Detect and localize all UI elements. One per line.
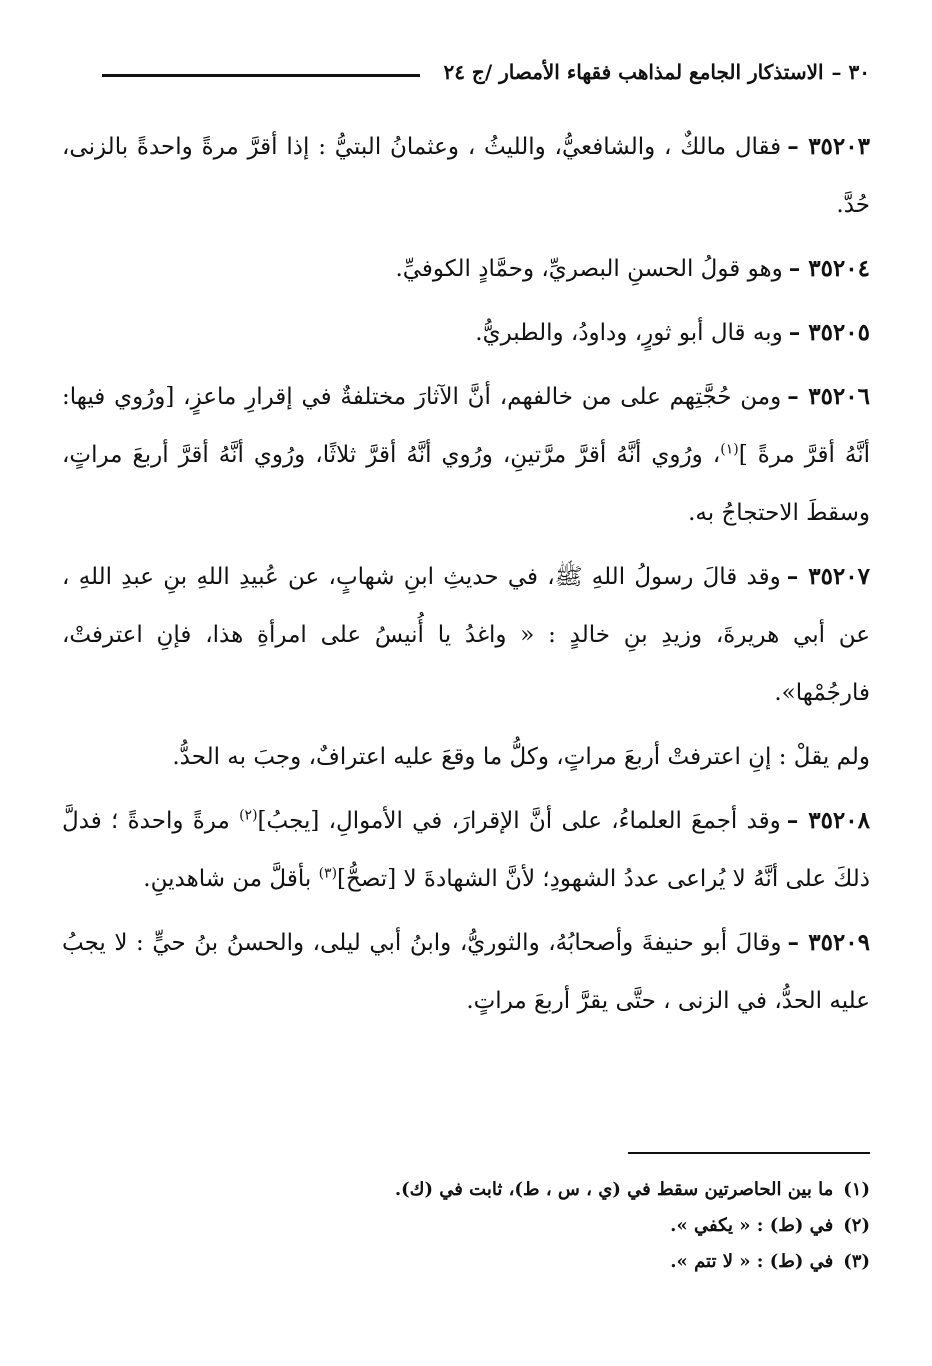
footnote-number: (٢) — [843, 1215, 870, 1236]
paragraph-text: ولم يقلْ : إنِ اعترفتْ أربعَ مراتٍ، وكلُّ ما وقعَ عليه اعترافٌ، وجبَ به الحدُّ. — [172, 744, 870, 770]
footnote-text: في (ط) : « لا تتم ». — [670, 1251, 834, 1272]
running-header — [62, 52, 870, 92]
footnotes — [62, 1172, 870, 1280]
paragraph-number: ٣٥٢٠٥ – — [788, 319, 870, 346]
footnote — [62, 1208, 870, 1244]
paragraph-text: وقد قالَ رسولُ اللهِ ﷺ، في حديثِ ابنِ شهابٍ، عن عُبيدِ اللهِ بنِ عبدِ اللهِ ، عن أبي هريرةَ، وزيدِ بنِ خالدٍ : « واغدُ يا أُنيسُ على امرأةِ هذا، فإنِ اعترفتْ، فارجُمْها». — [62, 564, 870, 706]
footnote — [62, 1172, 870, 1208]
footnote — [62, 1244, 870, 1280]
paragraph — [62, 368, 870, 542]
paragraph-text: فقال مالكٌ ، والشافعيُّ، والليثُ ، وعثمانُ البتيُّ : إذا أقرَّ مرةً واحدةً بالزنى، حُدَّ. — [62, 134, 870, 218]
footnote-ref: (٣) — [318, 865, 338, 882]
paragraph — [62, 304, 870, 362]
footnote-text: ما بين الحاصرتين سقط في (ي ، س ، ط)، ثابت في (ك). — [394, 1179, 834, 1200]
paragraph-text-cont: ، ورُوي أنَّهُ أقرَّ مرَّتينِ، ورُوي أنَّهُ أقرَّ ثلاثًا، ورُوي أنَّهُ أقرَّ أربعَ مراتٍ، وسقطَ الاحتجاجُ به. — [62, 442, 870, 526]
paragraph-number: ٣٥٢٠٦ – — [787, 383, 870, 410]
paragraph — [62, 792, 870, 908]
paragraph-number: ٣٥٢٠٣ – — [787, 133, 870, 160]
paragraph-text: وهو قولُ الحسنِ البصريِّ، وحمَّادٍ الكوفيِّ. — [395, 256, 783, 282]
paragraph — [62, 728, 870, 786]
paragraph — [62, 118, 870, 234]
header-rule — [102, 74, 420, 77]
footnote-ref: (٢) — [239, 807, 258, 824]
footnote-rule — [628, 1152, 870, 1154]
paragraph-text-cont: بأقلَّ من شاهدينِ. — [143, 866, 319, 892]
paragraph-text: وقالَ أبو حنيفةَ وأصحابُهُ، والثوريُّ، وابنُ أبي ليلى، والحسنُ بنُ حيٍّ : لا يجبُ عليه الحدُّ، في الزنى ، حتَّى يقرَّ أربعَ مراتٍ. — [62, 930, 870, 1014]
page-number: ٣٠ – — [831, 60, 870, 84]
paragraph-text: ومن حُجَّتِهم على من خالفهم، أنَّ الآثارَ مختلفةٌ في إقرارِ ماعزٍ، [ورُوي فيها: أنَّهُ أقرَّ مرةً ] — [62, 384, 871, 468]
paragraph-number: ٣٥٢٠٩ – — [787, 929, 870, 956]
paragraph — [62, 914, 870, 1030]
paragraph-text: وبه قال أبو ثورٍ، وداودُ، والطبريُّ. — [475, 320, 783, 346]
paragraph — [62, 548, 870, 722]
footnote-number: (١) — [843, 1179, 870, 1200]
paragraph-number: ٣٥٢٠٧ – — [786, 563, 870, 590]
paragraph-number: ٣٥٢٠٤ – — [788, 255, 870, 282]
main-text — [62, 118, 870, 1036]
paragraph-text-cont: مرةً واحدةً ؛ فدلَّ ذلكَ على أنَّهُ لا يُراعى عددُ الشهودِ؛ لأنَّ الشهادةَ لا [تصحُّ] — [62, 808, 870, 892]
paragraph-number: ٣٥٢٠٨ – — [786, 807, 870, 834]
footnote-text: في (ط) : « يكفي ». — [670, 1215, 834, 1236]
running-title: الاستذكار الجامع لمذاهب فقهاء الأمصار /ج ٢٤ — [443, 60, 824, 84]
paragraph — [62, 240, 870, 298]
footnote-number: (٣) — [843, 1251, 870, 1272]
paragraph-text: وقد أجمعَ العلماءُ، على أنَّ الإقرارَ، في الأموالِ، [يجبُ] — [257, 808, 781, 834]
footnote-ref: (١) — [720, 441, 739, 458]
